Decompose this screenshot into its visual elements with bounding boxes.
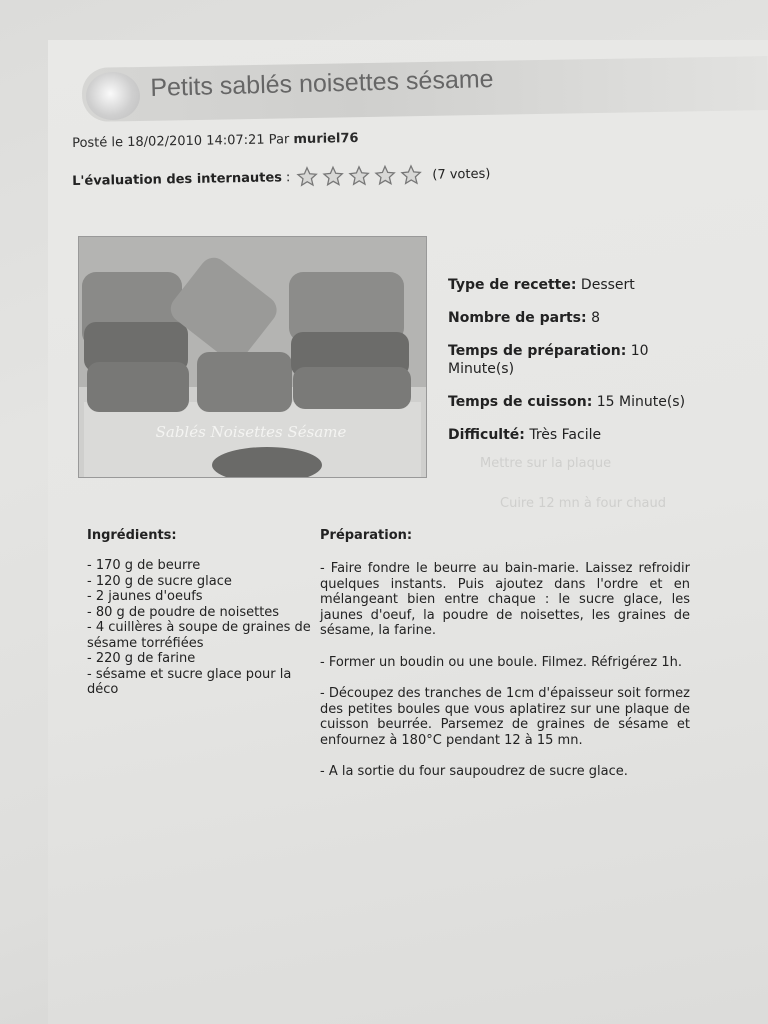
difficulty-row [448, 426, 708, 444]
vote-count: (7 votes) [432, 166, 491, 183]
cookie-stack-illustration [79, 237, 426, 477]
prep-time-row [448, 342, 708, 378]
rating-stars[interactable] [296, 164, 426, 188]
ingredients-list [87, 558, 313, 698]
star-icon[interactable] [296, 166, 318, 188]
recipe-type-value: Dessert [580, 277, 635, 293]
difficulty-label: Difficulté: [448, 427, 525, 443]
ingredients-heading: Ingrédients: [87, 528, 177, 543]
difficulty-value: Très Facile [529, 427, 602, 443]
recipe-photo [78, 236, 427, 478]
rating-separator: : [285, 169, 291, 185]
star-icon[interactable] [348, 165, 370, 187]
prep-time-value: 10 Minute(s) [448, 343, 649, 377]
recipe-icon [86, 72, 140, 120]
preparation-step: - Faire fondre le beurre au bain-marie. Laissez refroidir quelques instants. Puis ajoutez dans l'ordre et en mélangeant bien entre chaque : le sucre glace, les jaunes d'oeuf, la poudre de noisettes, les graines de sésame, la farine. [320, 561, 690, 638]
ingredient-item: - 220 g de farine [87, 651, 196, 666]
preparation-steps [320, 561, 690, 796]
ingredient-item: - 170 g de beurre [87, 558, 201, 573]
cook-time-value: 15 Minute(s) [596, 394, 686, 410]
photo-caption: Sablés Noisettes Sésame [155, 423, 347, 441]
cook-time-label: Temps de cuisson: [448, 394, 593, 410]
recipe-title: Petits sablés noisettes sésame [150, 65, 494, 102]
star-icon[interactable] [374, 164, 396, 186]
star-icon[interactable] [322, 165, 344, 187]
bleed-through-text: Cuire 12 mn à four chaud [500, 496, 667, 511]
ingredient-item: - sésame et sucre glace pour la déco [87, 666, 292, 697]
rating-label: L'évaluation des internautes [72, 169, 283, 189]
servings-label: Nombre de parts: [448, 310, 587, 326]
servings-value: 8 [591, 310, 600, 326]
bleed-through-text: Mettre sur la plaque [480, 456, 612, 471]
posted-date: Posté le 18/02/2010 14:07:21 Par [72, 132, 294, 151]
cook-time-row [448, 393, 708, 411]
preparation-step: - A la sortie du four saupoudrez de sucre glace. [320, 764, 628, 779]
ingredient-item: - 80 g de poudre de noisettes [87, 604, 280, 620]
preparation-step: - Former un boudin ou une boule. Filmez. Réfrigérez 1h. [320, 654, 682, 670]
servings-row [448, 309, 708, 327]
ingredient-item: - 120 g de sucre glace [87, 573, 232, 589]
preparation-heading: Préparation: [320, 528, 413, 543]
ingredient-item: - 2 jaunes d'oeufs [87, 589, 203, 604]
recipe-info [448, 276, 708, 459]
ingredient-item: - 4 cuillères à soupe de graines de sésame torréfiées [87, 620, 311, 651]
recipe-type-row [448, 276, 708, 294]
star-icon[interactable] [400, 164, 422, 186]
prep-time-label: Temps de préparation: [448, 343, 627, 359]
recipe-type-label: Type de recette: [448, 277, 577, 293]
preparation-step: - Découpez des tranches de 1cm d'épaisseur soit formez des petites boules que vous aplatirez sur une plaque de cuisson beurrée. Parsemez de graines de sésame et enfournez à 180°C pendant 12 à 15 mn. [320, 686, 690, 748]
author-name: muriel76 [293, 131, 359, 148]
